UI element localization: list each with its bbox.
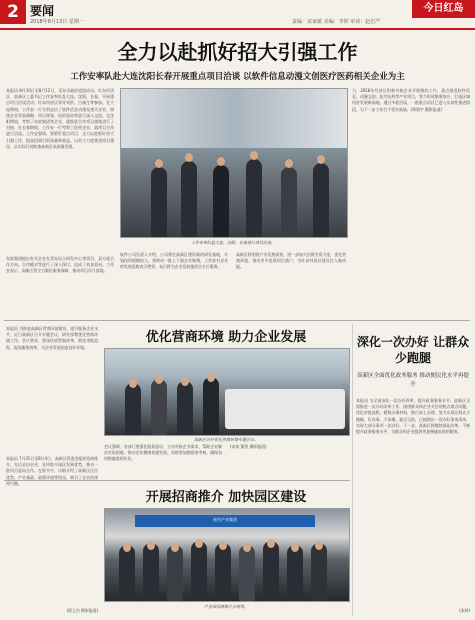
main-photo-caption: 工作安率队赴大连、沈阳、长春进行项目洽谈。 [191, 240, 275, 245]
invest-photo: 星河产业集团 [104, 508, 350, 602]
main-photo [120, 88, 348, 238]
main-story-col4: 力，2018年经济区积极对接企业开展签约工作，重点推进软件信息、动漫文创、医疗医药等产业项目，努力形成集聚效应，打造区域经济发展新高地。通过多轮洽谈，一批重点项目已进入实质性推进阶段，为下一步工作打下坚实基础。(郑朋宇 摄影报道) [352, 88, 470, 112]
business-env-photo [104, 348, 350, 436]
newspaper-logo: 今日红岛 [412, 0, 475, 18]
main-story-col1b: 东软集团提出有关企业在青岛设立研发中心等项目，双方就合作方向、合作模式等进行了深入探讨，达成了初步意向。工作安表示，高新区将全力做好服务保障，推动项目早日落地。 [6, 256, 114, 274]
invest-credit: (贾玉杰 摄影报道) [66, 608, 98, 613]
sidebar-divider [352, 324, 353, 616]
main-story-col3: 高新区将围绕产业发展需要，进一步加大招商引资力度，优化营商环境，推动更多优质项目落户，为红岛经济区建设注入新动能。 [236, 252, 346, 270]
business-env-body2: 会议强调，各部门要强化服务意识，主动对接企业需求，帮助企业解决实际困难，推动企业健康快速发展。同时要加强督查考核，确保各项措施落到实处。 [104, 444, 222, 462]
business-env-credit: (宋家 董智 摄影报道) [230, 444, 267, 449]
business-env-caption: 高新区召开优化营商环境专题会议。 [194, 437, 258, 442]
section-title: 要闻 [30, 4, 55, 18]
business-env-body: 本报讯 为推进高新区营商环境建设，提升服务企业水平，近日高新区召开专题会议，研究部署优化营商环境工作。会议要求，要深化放管服改革，简化审批流程，提高服务效率，为企业发展创造良好环境。 [6, 326, 98, 350]
main-story-col1: 本报讯 8月10日至8月12日，青岛市政府党组成员、红岛经济区、高新区工委书记工作安率队赴大连、沈阳、长春，开展重点项目洽谈活动。红岛经济区领导刘洪、吕福生等参加。在大连期间，工作安一行分别走访了软件信息动漫及相关企业，围绕企业发展战略、项目规划、投资意向等进行深入交流。在沈阳期间，考察了东软集团等企业，就推进合作项目落地进行了对接。在长春期间，工作安一行考察了医药企业，就项目合作进行洽谈。工作安强调，要紧盯重点项目，全力以赴抓好招大引强工作，提高招商引资质量和效益，以更大力度推进项目建设，以实际行动助推高新区高质量发展。 [6, 88, 114, 149]
main-subhead: 工作安率队赴大连沈阳长春开展重点项目洽谈 以软件信息动漫文创医疗医药相关企业为主 [70, 72, 405, 82]
section-divider [4, 320, 470, 321]
invest-body: 本报讯 7月31日至8月4日，高新区管委会组织招商推介，先后走访企业，宣传推介园区发展优势，推动一批项目意向合作。在推介中，详细介绍了高新区区位优势、产业基础、政策环境等情况，吸引了企业的浓厚兴趣。 [6, 456, 98, 486]
invest-caption: 产业园招商推介会现场。 [204, 604, 248, 609]
sidebar-headline: 深化一次办好 让群众少跑腿 [356, 335, 470, 365]
date-line: 2018年8月13日 星期一 [30, 19, 84, 25]
main-headline: 全力以赴抓好招大引强工作 [117, 40, 358, 64]
editors-line: 责编：宋家敏 美编：李婷 审读：赵忠严 [292, 19, 381, 25]
sidebar-subhead: 高新区全面优化政务服务 推动便民化水平再提升 [357, 373, 469, 388]
business-env-headline: 优化营商环境 助力企业发展 [145, 330, 307, 345]
page-number: 2 [0, 0, 26, 24]
main-story-col2: 软件公司负责人介绍，公司将在高新区建设新的研发基地，计划投资规模较大，将带动一批上下游企业集聚。工作安对企业的发展思路表示赞赏，表示将为企业发展提供全方位服务。 [120, 252, 228, 270]
sidebar-body: 本报讯 为全面深化一次办好改革，提升政务服务水平，高新区全面推进一次办好改革工作，围绕群众和企业关注的热点难点问题，优化审批流程，精简办事材料，推行网上办理，努力实现让群众少跑腿、好办事、不添堵。截至目前，已梳理出一次办好事项清单，实现大部分事项一次办好。下一步，高新区将继续深化改革，不断提升政务服务水平，为群众和企业提供更加便捷高效的服务。 [356, 398, 470, 435]
sidebar-credit: (张婷) [459, 608, 470, 613]
invest-headline: 开展招商推介 加快园区建设 [145, 490, 307, 505]
header-rule [0, 28, 475, 30]
